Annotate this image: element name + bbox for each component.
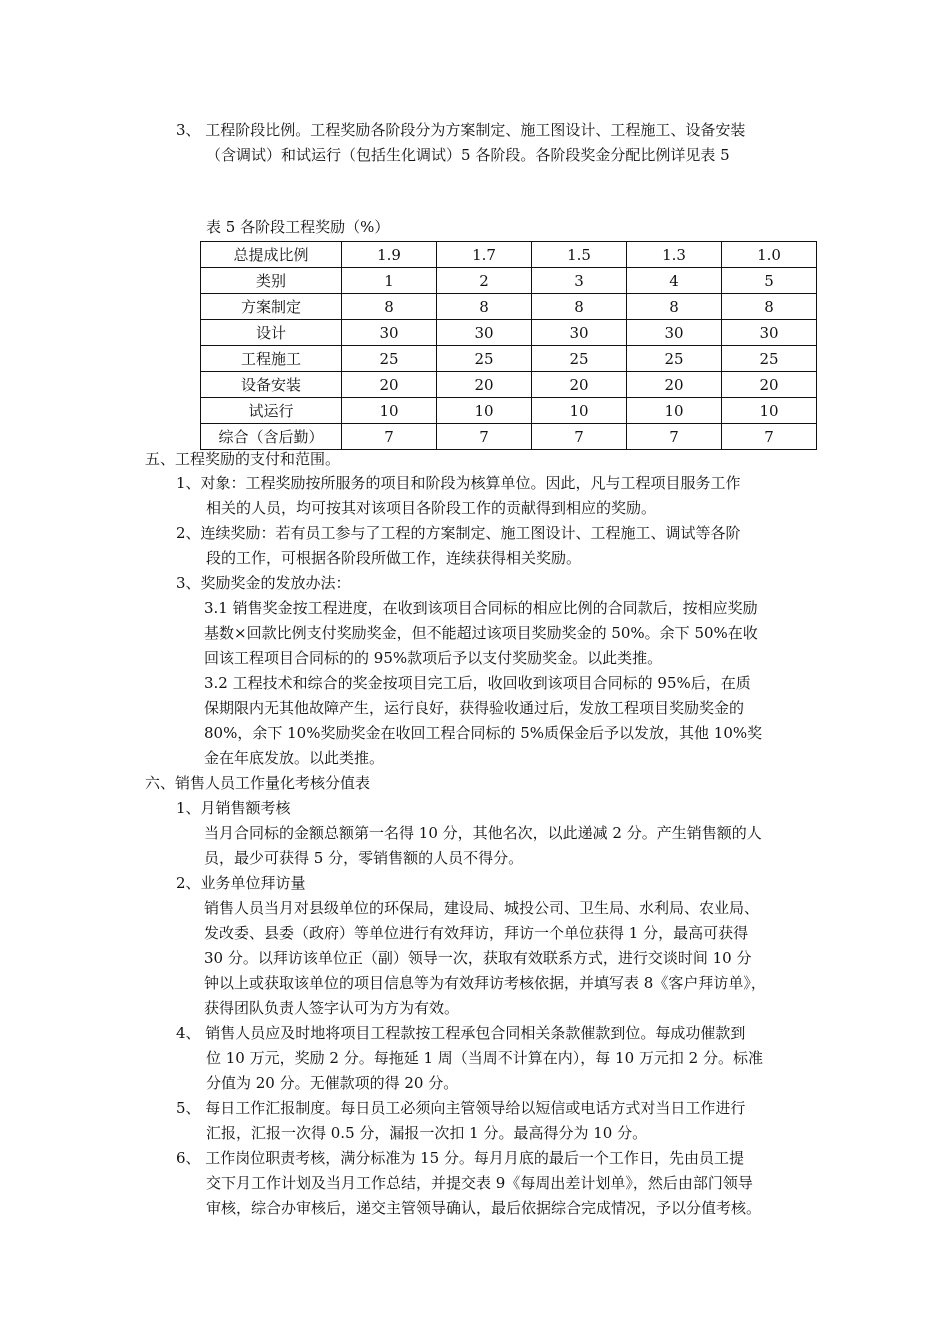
- stage-ratio-paragraph-line-1: 3、 工程阶段比例。工程奖励各阶段分为方案制定、施工图设计、工程施工、设备安装: [176, 121, 746, 139]
- table-cell: 1.0: [722, 242, 817, 268]
- table-cell: 7: [437, 424, 532, 450]
- table-cell: 10: [532, 398, 627, 424]
- table-cell: 20: [627, 372, 722, 398]
- table-cell: 30: [437, 320, 532, 346]
- stage-ratio-paragraph-line-2: （含调试）和试运行（包括生化调试）5 各阶段。各阶段奖金分配比例详见表 5: [206, 146, 730, 164]
- section-6-item-1-line-2: 员，最少可获得 5 分，零销售额的人员不得分。: [204, 849, 524, 867]
- table-row: [201, 294, 817, 320]
- section-5-heading: 五、工程奖励的支付和范围。: [145, 450, 341, 468]
- section-5-sub-3-2-line-2: 保期限内无其他故障产生，运行良好，获得验收通过后，发放工程项目奖励奖金的: [204, 699, 745, 717]
- table-cell: 20: [342, 372, 437, 398]
- section-6-item-5-line-2: 汇报，汇报一次得 0.5 分，漏报一次扣 1 分。最高得分为 10 分。: [206, 1124, 648, 1142]
- section-5-sub-3-2-line-3: 80%，余下 10%奖励奖金在收回工程合同标的 5%质保金后予以发放，其他 10%奖: [204, 724, 763, 742]
- section-5-item-1-line-2: 相关的人员，均可按其对该项目各阶段工作的贡献得到相应的奖励。: [206, 499, 657, 517]
- table-cell: 20: [437, 372, 532, 398]
- section-6-item-5-line-1: 5、 每日工作汇报制度。每日员工必须向主管领导给以短信或电话方式对当日工作进行: [176, 1099, 746, 1117]
- table-row: [201, 320, 817, 346]
- table-cell: 4: [627, 268, 722, 294]
- table-cell: 30: [342, 320, 437, 346]
- table-cell: 7: [532, 424, 627, 450]
- table-cell: 8: [342, 294, 437, 320]
- section-5-item-2-line-2: 段的工作，可根据各阶段所做工作，连续获得相关奖励。: [206, 549, 582, 567]
- table-cell: 10: [627, 398, 722, 424]
- table-row: [201, 346, 817, 372]
- section-6-item-2-line-2: 发改委、县委（政府）等单位进行有效拜访，拜访一个单位获得 1 分，最高可获得: [204, 924, 749, 942]
- table-row: [201, 424, 817, 450]
- table-cell: 10: [437, 398, 532, 424]
- section-6-item-6-line-2: 交下月工作计划及当月工作总结，并提交表 9《每周出差计划单》，然后由部门领导: [206, 1174, 753, 1192]
- section-6-item-4-line-1: 4、 销售人员应及时地将项目工程款按工程承包合同相关条款催款到位。每成功催款到: [176, 1024, 746, 1042]
- table-row: [201, 242, 817, 268]
- table-cell: 30: [532, 320, 627, 346]
- section-5-sub-3-2-line-1: 3.2 工程技术和综合的奖金按项目完工后，收回收到该项目合同标的 95%后，在质: [204, 674, 751, 692]
- section-5-sub-3-1-line-2: 基数×回款比例支付奖励奖金，但不能超过该项目奖励奖金的 50%。余下 50%在收: [204, 624, 758, 642]
- table-cell: 1: [342, 268, 437, 294]
- table-cell: 25: [722, 346, 817, 372]
- stage-reward-table: [200, 241, 817, 450]
- table-cell: 25: [627, 346, 722, 372]
- section-6-item-2-line-5: 获得团队负责人签字认可为方为有效。: [204, 999, 460, 1017]
- stage-reward-table-body: [201, 242, 817, 450]
- row-label: 方案制定: [201, 294, 342, 320]
- table-cell: 20: [722, 372, 817, 398]
- section-6-item-2-line-1: 销售人员当月对县级单位的环保局，建设局、城投公司、卫生局、水利局、农业局、: [204, 899, 760, 917]
- table-cell: 7: [627, 424, 722, 450]
- table-cell: 20: [532, 372, 627, 398]
- section-6-item-4-line-2: 位 10 万元，奖励 2 分。每拖延 1 周（当周不计算在内），每 10 万元扣 2 分。标准: [206, 1049, 763, 1067]
- table-cell: 30: [722, 320, 817, 346]
- section-6-item-6-line-3: 审核，综合办审核后，递交主管领导确认，最后依据综合完成情况，予以分值考核。: [206, 1199, 762, 1217]
- section-6-item-6-line-1: 6、 工作岗位职责考核，满分标准为 15 分。每月月底的最后一个工作日，先由员工提: [176, 1149, 744, 1167]
- table-cell: 1.3: [627, 242, 722, 268]
- row-label: 试运行: [201, 398, 342, 424]
- section-6-item-2-line-4: 钟以上或获取该单位的项目信息等为有效拜访考核依据，并填写表 8《客户拜访单》，: [204, 974, 766, 992]
- table-cell: 7: [342, 424, 437, 450]
- section-5-item-3-heading: 3、奖励奖金的发放办法：: [176, 574, 351, 592]
- table-cell: 5: [722, 268, 817, 294]
- table-cell: 8: [627, 294, 722, 320]
- table-cell: 8: [437, 294, 532, 320]
- table-cell: 10: [722, 398, 817, 424]
- section-6-item-4-line-3: 分值为 20 分。无催款项的得 20 分。: [206, 1074, 459, 1092]
- table-row: [201, 398, 817, 424]
- table-5-caption: 表 5 各阶段工程奖励（%）: [206, 218, 390, 236]
- section-6-item-2-heading: 2、业务单位拜访量: [176, 874, 306, 892]
- section-5-item-1-line-1: 1、对象：工程奖励按所服务的项目和阶段为核算单位。因此，凡与工程项目服务工作: [176, 474, 741, 492]
- section-6-item-2-line-3: 30 分。以拜访该单位正（副）领导一次，获取有效联系方式，进行交谈时间 10 分: [204, 949, 752, 967]
- table-cell: 1.5: [532, 242, 627, 268]
- section-5-sub-3-1-line-1: 3.1 销售奖金按工程进度，在收到该项目合同标的相应比例的合同款后，按相应奖励: [204, 599, 758, 617]
- row-label: 类别: [201, 268, 342, 294]
- section-6-heading: 六、销售人员工作量化考核分值表: [145, 774, 371, 792]
- row-label: 设计: [201, 320, 342, 346]
- section-6-item-1-line-1: 当月合同标的金额总额第一名得 10 分，其他名次，以此递减 2 分。产生销售额的人: [204, 824, 762, 842]
- table-cell: 30: [627, 320, 722, 346]
- table-cell: 2: [437, 268, 532, 294]
- table-cell: 1.9: [342, 242, 437, 268]
- table-cell: 25: [532, 346, 627, 372]
- section-5-sub-3-1-line-3: 回该工程项目合同标的的 95%款项后予以支付奖励奖金。以此类推。: [204, 649, 663, 667]
- section-5-sub-3-2-line-4: 金在年底发放。以此类推。: [204, 749, 385, 767]
- row-label: 工程施工: [201, 346, 342, 372]
- table-cell: 3: [532, 268, 627, 294]
- table-cell: 8: [532, 294, 627, 320]
- table-cell: 8: [722, 294, 817, 320]
- table-cell: 25: [437, 346, 532, 372]
- table-cell: 7: [722, 424, 817, 450]
- section-5-item-2-line-1: 2、连续奖励：若有员工参与了工程的方案制定、施工图设计、工程施工、调试等各阶: [176, 524, 741, 542]
- row-label: 设备安装: [201, 372, 342, 398]
- table-row: [201, 372, 817, 398]
- row-label: 综合（含后勤）: [201, 424, 342, 450]
- table-cell: 10: [342, 398, 437, 424]
- row-label: 总提成比例: [201, 242, 342, 268]
- table-cell: 1.7: [437, 242, 532, 268]
- section-6-item-1-heading: 1、月销售额考核: [176, 799, 291, 817]
- table-row: [201, 268, 817, 294]
- table-cell: 25: [342, 346, 437, 372]
